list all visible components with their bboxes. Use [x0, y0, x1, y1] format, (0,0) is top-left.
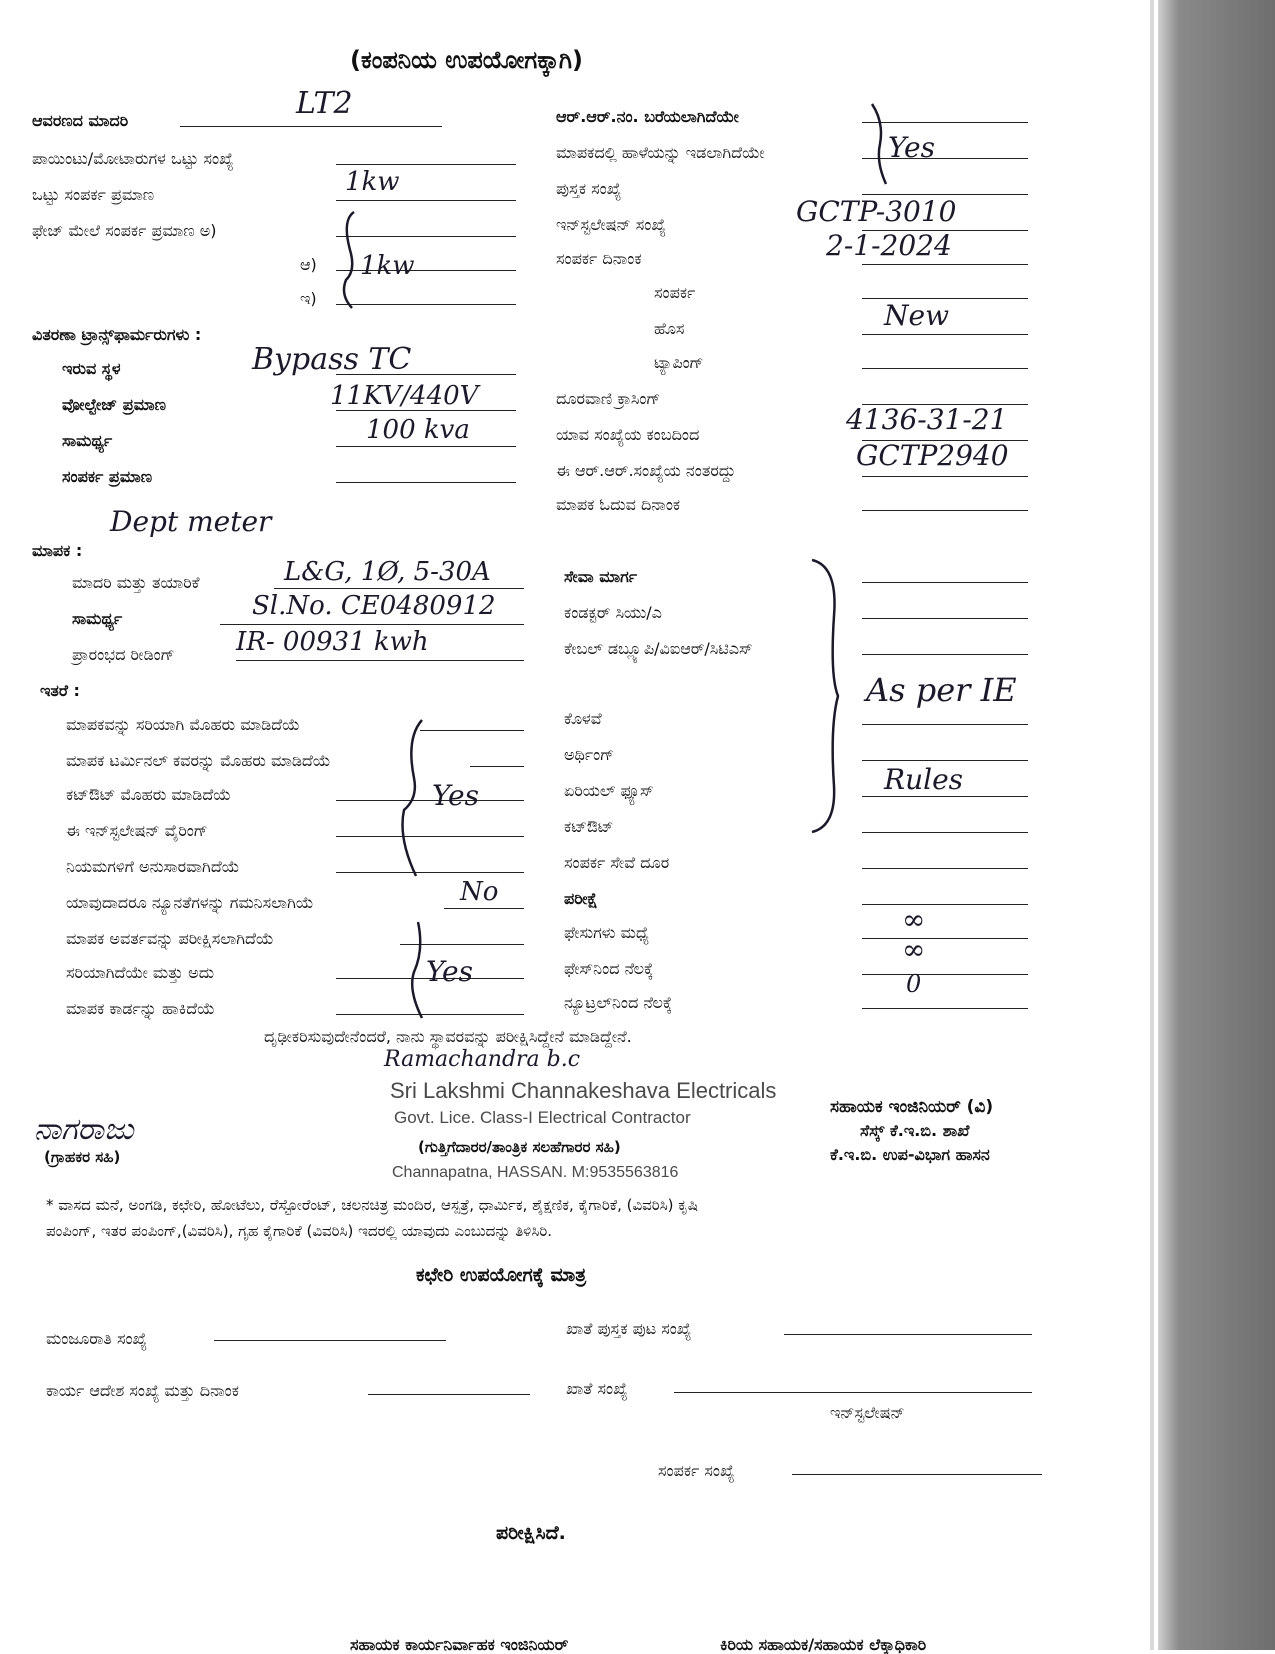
total-load-line	[336, 200, 516, 201]
cable-line	[862, 654, 1028, 655]
meter-initial-line	[236, 660, 524, 661]
tapping-line	[862, 368, 1028, 369]
neutral-earth-value: 0	[906, 970, 922, 998]
meter-heading: ಮಾಪಕ :	[32, 541, 83, 560]
connection-date-label: ಸಂಪರ್ಕ ದಿನಾಂಕ	[556, 249, 642, 268]
phase-earth-line	[862, 974, 1028, 975]
tapping-label: ಟ್ಯಾಪಿಂಗ್	[654, 353, 704, 372]
consumer-signature: ನಾಗರಾಜು	[34, 1112, 134, 1147]
next-rr-line	[862, 476, 1028, 477]
contractor-stamp-name: Sri Lakshmi Channakeshava Electricals	[390, 1078, 777, 1103]
engineer-stamp-line1: ಸಹಾಯಕ ಇಂಜಿನಿಯರ್ (ವಿ)	[830, 1097, 994, 1117]
pipe-line	[862, 724, 1028, 725]
tc-voltage-value: 11KV/440V	[330, 381, 479, 411]
as-per-rules: Rules	[884, 763, 964, 796]
between-phases-label: ಫೇಸುಗಳು ಮಧ್ಯೆ	[564, 923, 650, 942]
pole-value: 4136-31-21	[846, 403, 1008, 436]
conductor-line	[862, 618, 1028, 619]
aerial-fuse-label: ಏರಿಯಲ್ ಫ್ಯೂಸ್	[564, 781, 654, 800]
total-load-value: 1kw	[345, 167, 400, 197]
application-no-line	[214, 1340, 446, 1341]
installation-value: GCTP-3010	[796, 195, 957, 228]
other-item-9: ಮಾಪಕ ಕಾರ್ಡನ್ನು ಹಾಕಿದೆಯೆ	[66, 999, 215, 1018]
reading-date-label: ಮಾಪಕ ಓದುವ ದಿನಾಂಕ	[556, 495, 681, 514]
meter-capacity-value: Sl.No. CE0480912	[252, 591, 496, 621]
service-bracket-icon	[808, 556, 848, 836]
other-line-6	[444, 908, 524, 909]
new-label: ಹೊಸ	[654, 319, 685, 338]
enclosure-line	[180, 126, 442, 127]
cable-label: ಕೇಬಲ್ ಡಬ್ಲ್ಯೂಪಿ/ವಿಐಆರ್/ಸಿಟಿಎಸ್	[564, 639, 753, 658]
tc-capacity-line	[336, 446, 516, 447]
phase-earth-label: ಫೇಸ್‌ನಿಂದ ನೆಲಕ್ಕೆ	[564, 959, 654, 978]
conductor-label: ಕಂಡಕ್ಟರ್ ಸಿಯು/ಎ	[564, 603, 662, 622]
service-line-label: ಸೇವಾ ಮಾರ್ಗ	[564, 567, 638, 586]
cutout-label: ಕಟ್‌ಔಟ್	[564, 817, 614, 836]
neutral-earth-line	[862, 1008, 1028, 1009]
pole-label: ಯಾವ ಸಂಖ್ಯೆಯ ಕಂಬದಿಂದ	[556, 425, 700, 444]
phase-load-c-label: ಇ)	[300, 289, 317, 308]
contractor-role-label: (ಗುತ್ತಿಗೆದಾರರ/ತಾಂತ್ರಿಕ ಸಲಹೆಗಾರರ ಸಹಿ)	[418, 1138, 621, 1156]
enclosure-label: ಆವರಣದ ಮಾದರಿ	[32, 111, 129, 130]
contractor-signature: Ramachandra b.c	[384, 1047, 581, 1072]
page-title: (ಕಂಪನಿಯ ಉಪಯೋಗಕ್ಕಾಗಿ)	[350, 46, 583, 74]
meter-initial-label: ಪ್ರಾರಂಭದ ರೀಡಿಂಗ್	[72, 645, 175, 664]
connection-no-line	[792, 1474, 1042, 1475]
connection-no-label: ಸಂಪರ್ಕ ಸಂಖ್ಯೆ	[658, 1461, 735, 1480]
meter-make-line	[274, 588, 524, 589]
contractor-stamp-address: Channapatna, HASSAN. M:9535563816	[392, 1164, 679, 1181]
meter-make-value: L&G, 1Ø, 5-30A	[284, 557, 491, 587]
work-order-label: ಕಾರ್ಯ ಆದೇಶ ಸಂಖ್ಯೆ ಮತ್ತು ದಿನಾಂಕ	[46, 1381, 239, 1400]
next-rr-label: ಈ ಆರ್.ಆರ್.ಸಂಖ್ಯೆಯ ನಂತರದ್ದು	[556, 461, 736, 480]
other-line-1	[420, 730, 524, 731]
other-bracket-1-icon	[392, 718, 432, 878]
account-no-line	[674, 1392, 1032, 1393]
other-line-2	[470, 766, 524, 767]
total-points-line	[336, 164, 516, 165]
between-phases-line	[862, 938, 1028, 939]
cutout-line	[862, 832, 1028, 833]
engineer-stamp-line2: ಸೆಸ್ಕ್ ಕೆ.ಇ.ಬಿ. ಶಾಖೆ	[860, 1121, 970, 1140]
earthing-label: ಅರ್ಥಿಂಗ್	[564, 745, 615, 764]
crossing-label: ದೂರವಾಣಿ ಕ್ರಾಸಿಂಗ್	[556, 389, 661, 408]
new-line	[862, 334, 1028, 335]
neutral-earth-label: ನ್ಯೂಟ್ರಲ್‌ನಿಂದ ನೆಲಕ್ಕೆ	[564, 993, 673, 1012]
meter-note: Dept meter	[110, 505, 272, 538]
rr-label: ಆರ್.ಆರ್.ನಂ. ಬರೆಯಲಾಗಿದೆಯೇ	[556, 107, 739, 126]
connection-date-value: 2-1-2024	[826, 229, 952, 262]
tc-place-value: Bypass TC	[252, 342, 412, 377]
phase-earth-value: ∞	[902, 933, 926, 966]
enclosure-value: LT2	[296, 86, 353, 121]
next-rr-value: GCTP2940	[856, 439, 1009, 472]
application-no-label: ಮಂಜೂರಾತಿ ಸಂಖ್ಯೆ	[46, 1329, 148, 1348]
connection-date-line	[862, 264, 1028, 265]
tc-capacity-value: 100 kva	[366, 415, 470, 445]
phase-load-b-label: ಆ)	[300, 255, 317, 274]
certify-text: ದೃಢೀಕರಿಸುವುದೇನೆಂದರೆ, ನಾನು ಸ್ಥಾವರವನ್ನು ಪರೀಕ್ಷಿಸಿದ್ದೇನೆ ಮಾಡಿದ್ದೇನೆ.	[264, 1027, 632, 1046]
consumer-sign-label: (ಗ್ರಾಹಕರ ಸಹಿ)	[44, 1148, 121, 1166]
aee-label: ಸಹಾಯಕ ಕಾರ್ಯನಿರ್ವಾಹಕ ಇಂಜಿನಿಯರ್	[350, 1635, 569, 1654]
transformer-heading: ವಿತರಣಾ ಟ್ರಾನ್ಸ್‌ಫಾರ್ಮರುಗಳು :	[32, 325, 202, 344]
other-item-5: ನಿಯಮಗಳಿಗೆ ಅನುಸಾರವಾಗಿದೆಯೆ	[66, 857, 240, 876]
connection-label: ಸಂಪರ್ಕ	[654, 283, 696, 302]
other-yes-2: Yes	[426, 955, 473, 988]
phase-load-a-label: ಫೇಜ್ ಮೇಲೆ ಸಂಪರ್ಕ ಪ್ರಮಾಣ ಅ)	[32, 221, 217, 240]
other-item-8: ಸರಿಯಾಗಿದೆಯೇ ಮತ್ತು ಅದು	[66, 963, 215, 982]
tc-voltage-label: ವೋಲ್ಟೇಜ್ ಪ್ರಮಾಣ	[62, 395, 166, 414]
reading-date-line	[862, 510, 1028, 511]
other-item-1: ಮಾಪಕವನ್ನು ಸರಿಯಾಗಿ ಮೊಹರು ಮಾಡಿದೆಯೆ	[66, 715, 300, 734]
tc-place-label: ಇರುವ ಸ್ಥಳ	[62, 359, 121, 378]
sheet-label: ಮಾಪಕದಲ್ಲಿ ಹಾಳೆಯನ್ನು ಇಡಲಾಗಿದೆಯೇ	[556, 143, 765, 162]
total-points-label: ಪಾಯಿಂಟು/ಮೋಟಾರುಗಳ ಒಟ್ಟು ಸಂಖ್ಯೆ	[32, 149, 234, 168]
ledger-page-label: ಖಾತೆ ಪುಸ್ತಕ ಪುಟ ಸಂಖ್ಯೆ	[566, 1319, 692, 1338]
service-distance-line	[862, 868, 1028, 869]
installation-label: ಇನ್‌ಸ್ಟಲೇಷನ್ ಸಂಖ್ಯೆ	[556, 215, 666, 234]
footnote-line2: ಪಂಪಿಂಗ್, ಇತರ ಪಂಪಿಂಗ್,(ವಿವರಿಸಿ), ಗೃಹ ಕೈಗಾರಿಕೆ (ವಿವರಿಸಿ) ಇದರಲ್ಲಿ ಯಾವುದು ಎಂಬುದನ್ನು ತಿಳಿಸಿರಿ.	[46, 1222, 553, 1240]
as-per-ie: As per IE	[866, 671, 1017, 709]
test-heading: ಪರೀಕ್ಷೆ	[564, 889, 598, 908]
meter-capacity-line	[220, 624, 524, 625]
office-installation-label: ಇನ್‌ಸ್ಟಲೇಷನ್	[830, 1403, 905, 1422]
page-edge	[1150, 0, 1154, 1650]
footnote-line1: * ವಾಸದ ಮನೆ, ಅಂಗಡಿ, ಕಛೇರಿ, ಹೋಟೆಲು, ರೆಸ್ಟೋರೆಂಟ್, ಚಲನಚಿತ್ರ ಮಂದಿರ, ಆಸ್ಪತ್ರೆ, ಧಾರ್ಮಿಕ, ಶೈಕ್ಷಣಿಕ, ಕೈಗಾರಿಕೆ, (ವಿವರಿಸಿ) ಕೃಷಿ	[46, 1196, 698, 1214]
work-order-line	[368, 1394, 530, 1395]
meter-capacity-label: ಸಾಮರ್ಥ್ಯ	[72, 609, 123, 628]
other-heading: ಇತರೆ :	[40, 681, 80, 700]
ledger-page-line	[784, 1334, 1032, 1335]
office-heading: ಕಛೇರಿ ಉಪಯೋಗಕ್ಕೆ ಮಾತ್ರ	[416, 1264, 587, 1286]
earthing-line	[862, 760, 1028, 761]
service-line-line	[862, 582, 1028, 583]
tc-load-line	[336, 482, 516, 483]
other-item-6: ಯಾವುದಾದರೂ ನ್ಯೂನತೆಗಳನ್ನು ಗಮನಿಸಲಾಗಿಯೆ	[66, 893, 314, 912]
accounts-officer-label: ಕಿರಿಯ ಸಹಾಯಕ/ಸಹಾಯಕ ಲೆಕ್ಕಾಧಿಕಾರಿ	[720, 1635, 927, 1654]
other-item-4: ಈ ಇನ್‌ಸ್ಟಲೇಷನ್ ವೈರಿಂಗ್	[66, 821, 208, 840]
contractor-stamp-licence: Govt. Lice. Class-I Electrical Contractor	[394, 1108, 691, 1127]
other-item-7: ಮಾಪಕ ಅವರ್ತವನ್ನು ಪರೀಕ್ಷಿಸಲಾಗಿದೆಯೆ	[66, 929, 274, 948]
other-item-3: ಕಟ್‌ಔಟ್ ಮೊಹರು ಮಾಡಿದೆಯೆ	[66, 785, 232, 804]
other-no: No	[460, 877, 499, 907]
meter-initial-value: IR- 00931 kwh	[236, 627, 429, 657]
service-distance-label: ಸಂಪರ್ಕ ಸೇವೆ ದೂರ	[564, 853, 670, 872]
new-value: New	[884, 299, 950, 332]
test-line	[862, 904, 1028, 905]
phase-load-value: 1kw	[360, 251, 415, 281]
aerial-fuse-line	[862, 796, 1028, 797]
other-item-2: ಮಾಪಕ ಟರ್ಮಿನಲ್ ಕವರನ್ನು ಮೊಹರು ಮಾಡಿದೆಯೆ	[66, 751, 331, 770]
meter-make-label: ಮಾದರಿ ಮತ್ತು ತಯಾರಿಕೆ	[72, 573, 200, 592]
sheet-value: Yes	[888, 131, 935, 164]
account-no-label: ಖಾತೆ ಸಂಖ್ಯೆ	[566, 1379, 628, 1398]
pipe-label: ಕೊಳವೆ	[564, 709, 602, 728]
total-load-label: ಒಟ್ಟು ಸಂಪರ್ಕ ಪ್ರಮಾಣ	[32, 185, 155, 204]
tc-capacity-label: ಸಾಮರ್ಥ್ಯ	[62, 431, 113, 450]
engineer-stamp-line3: ಕೆ.ಇ.ಬಿ. ಉಪ-ವಿಭಾಗ ಹಾಸನ	[830, 1145, 990, 1164]
scan-shadow	[1158, 0, 1275, 1650]
verified-label: ಪರೀಕ್ಷಿಸಿದೆ.	[496, 1522, 566, 1544]
other-yes-1: Yes	[432, 779, 479, 812]
tc-load-label: ಸಂಪರ್ಕ ಪ್ರಮಾಣ	[62, 467, 153, 486]
between-phases-value: ∞	[902, 903, 926, 936]
book-label: ಪುಸ್ತಕ ಸಂಖ್ಯೆ	[556, 179, 622, 198]
